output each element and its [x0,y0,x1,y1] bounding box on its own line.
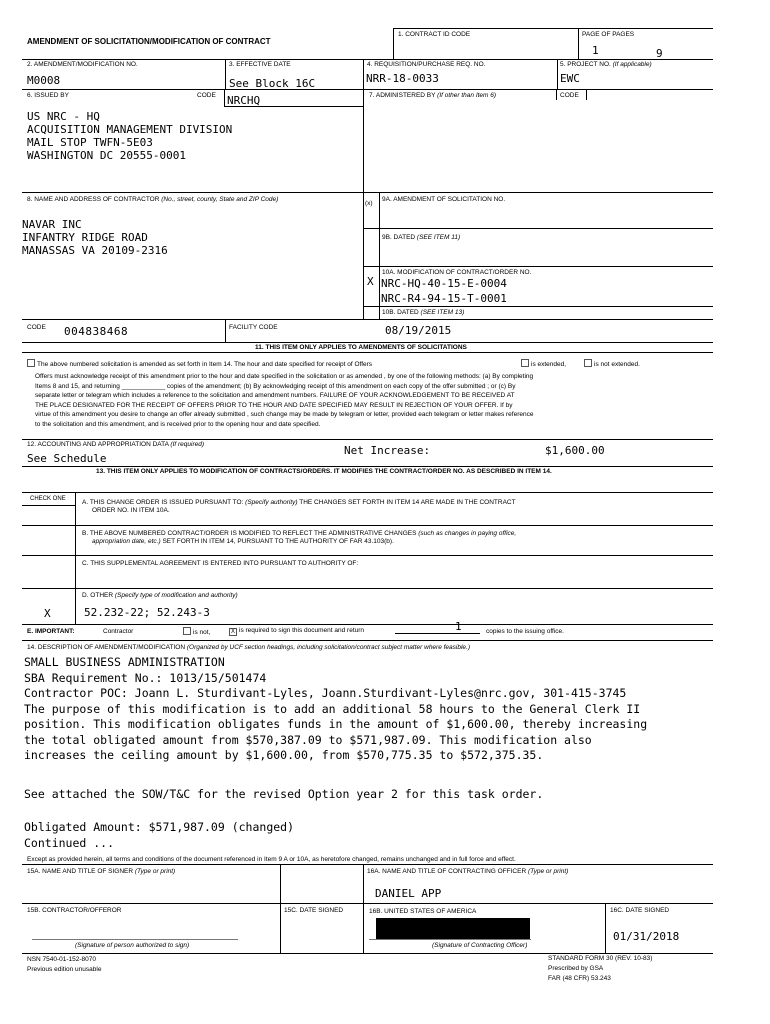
officer-date-value: 01/31/2018 [613,930,680,943]
administered-by-label: 7. ADMINISTERED BY (If other than Item 6) [369,92,497,99]
page-number: 1 [592,44,599,57]
x-column-label: (x) [365,200,373,207]
item-13c-text: C. THIS SUPPLEMENTAL AGREEMENT IS ENTERED INTO PURSUANT TO AUTHORITY OF: [82,560,359,567]
see-schedule: See Schedule [27,452,107,465]
is-not-option: is not, [183,627,210,636]
signature-officer-caption: (Signature of Contracting Officer) [432,942,528,949]
check-one-label: CHECK ONE [30,496,66,502]
item-11-line1: The above numbered solicitation is amended as set forth in Item 14. The hour and date specified for receipt of Offers [27,359,372,368]
facility-code-label: FACILITY CODE [229,324,278,331]
requisition-label: 4. REQUISITION/PURCHASE REQ. NO. [367,61,486,68]
extended-checkbox-icon[interactable] [521,359,529,367]
copies-count: 1 [455,620,462,633]
amendment-no-value: M0008 [27,74,61,87]
project-no-value: EWC [560,72,580,85]
contractor-word: Contractor [103,628,134,635]
item-10a-checkmark: X [367,275,374,288]
issued-by-address: US NRC - HQ ACQUISITION MANAGEMENT DIVISION MAIL STOP TWFN-5E03 WASHINGTON DC 20555-0001 [27,110,233,162]
redacted-signature [376,918,530,939]
important-label: E. IMPORTANT: [27,628,75,635]
project-no-label: 5. PROJECT NO. (If applicable) [560,61,652,68]
item-13d-text: D. OTHER (Specify type of modification and authority) [82,592,238,599]
is-not-checkbox-icon[interactable] [183,627,191,635]
nsn-number: NSN 7540-01-152-8070 [27,956,97,963]
contractor-code-label: CODE [27,324,46,331]
administered-code-label: CODE [560,92,579,99]
is-required-option: X is required to sign this document and return [230,627,365,635]
net-increase-label: Net Increase: [344,444,431,457]
issued-code-label: CODE [197,92,216,99]
item-11-body: Offers must acknowledge receipt of this amendment prior to the hour and date specified in the solicitation or as amended , by one of the following methods: (a) By completing Items 8 and 15, and returning ____________ copies of the amendment; (b) By acknowledging receipt of this amendment on each copy of the offer submitted ; or (c) By separate letter or telegram which includes a reference to the solicitation and amendment numbers. FAILURE OF YOUR ACKNOWLEDGEMENT TO BE RECEIVED AT THE PLACE DESIGNATED FOR THE RECEIPT OF OFFERS PRIOR TO THE HOUR AND DATE SPECIFIED MAY RESULT IN REJECTION OF YOUR OFFER. If by virtue of this amendment you desire to change an offer already submitted , such change may be made by telegram or letter, provided each telegram or letter makes reference to the solicitation and this amendment, and is received prior to the opening hour and date specified. [35,373,534,428]
far-citation: FAR (48 CFR) 53.243 [548,975,611,982]
attached-note: See attached the SOW/T&C for the revised Option year 2 for this task order. [24,787,544,801]
amendment-no-label: 2. AMENDMENT/MODIFICATION NO. [27,61,138,68]
previous-edition: Previous edition unusable [27,966,102,973]
page-of-pages-label: PAGE OF PAGES [582,31,635,38]
officer-date-label: 16C. DATE SIGNED [610,907,670,914]
item-13b-text-2: appropriation date, etc.) SET FORTH IN ITEM 14, PURSUANT TO THE AUTHORITY OF FAR 43.103(b). [92,538,394,545]
item-14-description: SMALL BUSINESS ADMINISTRATION SBA Requirement No.: 1013/15/501474 Contractor POC: Joann L. Sturdivant-Lyles, Joann.Sturdivant-Lyles@nrc.gov, 301-415-3745 The purpose of this modification is to add an additional 58 hours to the General Clerk II position. This modification obligates funds in the amount of $1,600.00, thereby increasing the total obligated amount from $570,387.09 to $571,987.09. This modification also increases the ceiling amount by $1,600.00, from $570,775.35 to $572,375.35. [24,655,648,762]
signature-person-caption: (Signature of person authorized to sign) [75,942,190,949]
item-13a-text: A. THIS CHANGE ORDER IS ISSUED PURSUANT TO: (Specify authority) THE CHANGES SET FORTH IN ITEM 14 ARE MADE IN THE CONTRACT [82,499,516,506]
item-10a-label: 10A. MODIFICATION OF CONTRACT/ORDER NO. [382,269,532,276]
officer-name: DANIEL APP [375,887,442,900]
issued-code-value: NRCHQ [227,94,261,107]
contractor-label: 8. NAME AND ADDRESS OF CONTRACTOR (No., street, county, State and ZIP Code) [27,196,279,203]
item-14-label: 14. DESCRIPTION OF AMENDMENT/MODIFICATION (Organized by UCF section headings, including solicitation/contract subject matter where feasible.) [27,644,471,651]
net-increase-value: $1,600.00 [545,444,605,457]
contract-id-label: 1. CONTRACT ID CODE [398,31,471,38]
item-11-title: 11. THIS ITEM ONLY APPLIES TO AMENDMENTS OF SOLICITATIONS [255,344,467,351]
modification-no-2: NRC-R4-94-15-T-0001 [381,292,507,305]
item-13d-checkmark: X [44,607,51,620]
extended-option: is extended, [521,359,566,368]
pages-total: 9 [656,47,663,60]
item-12-label: 12. ACCOUNTING AND APPROPRIATION DATA (If required) [27,441,205,448]
signer-name-label: 15A. NAME AND TITLE OF SIGNER (Type or print) [27,868,176,875]
prescribed-by: Prescribed by GSA [548,965,604,972]
is-required-checkbox-icon[interactable]: X [230,629,235,635]
except-clause: Except as provided herein, all terms and conditions of the document referenced in Item 9 A or 10A, as heretofore changed, remains unchanged and in full force and effect. [27,856,516,863]
requisition-value: NRR-18-0033 [366,72,439,85]
continued-note: Continued ... [24,836,115,850]
item-13a-text-2: ORDER NO. IN ITEM 10A. [92,507,170,514]
modification-no-1: NRC-HQ-40-15-E-0004 [381,277,507,290]
item-9b-label: 9B. DATED (SEE ITEM 11) [382,234,461,241]
item-10b-label: 10B. DATED (SEE ITEM 13) [382,309,465,316]
not-extended-checkbox-icon[interactable] [584,359,592,367]
issued-by-label: 6. ISSUED BY [27,92,69,99]
item-13d-authority: 52.232-22; 52.243-3 [84,606,210,619]
obligated-amount: Obligated Amount: $571,987.09 (changed) [24,820,295,834]
officer-name-label: 16A. NAME AND TITLE OF CONTRACTING OFFICER (Type or print) [367,868,569,875]
item-13b-text: B. THE ABOVE NUMBERED CONTRACT/ORDER IS MODIFIED TO REFLECT THE ADMINISTRATIVE CHANGES (such as changes in paying office, [82,530,517,537]
usa-label: 16B. UNITED STATES OF AMERICA [369,908,477,915]
contractor-address: NAVAR INC INFANTRY RIDGE ROAD MANASSAS VA 20109-2316 [22,218,168,257]
not-extended-option: is not extended. [584,359,640,368]
item-9a-label: 9A. AMENDMENT OF SOLICITATION NO. [382,196,506,203]
standard-form: STANDARD FORM 30 (REV. 10-83) [548,955,653,962]
form-title: AMENDMENT OF SOLICITATION/MODIFICATION OF CONTRACT [27,37,271,46]
copies-tail: copies to the issuing office. [486,628,564,635]
contractor-code-value: 004838468 [64,325,129,338]
contractor-offeror-label: 15B. CONTRACTOR/OFFEROR [27,907,122,914]
item-10b-date: 08/19/2015 [385,324,452,337]
item-11-checkbox-icon[interactable] [27,359,35,367]
contractor-date-label: 15C. DATE SIGNED [284,907,344,914]
effective-date-value: See Block 16C [229,77,316,90]
item-13-title: 13. THIS ITEM ONLY APPLIES TO MODIFICATION OF CONTRACTS/ORDERS. IT MODIFIES THE CONTRACT/ORDER NO. AS DESCRIBED IN ITEM 14. [96,468,552,475]
effective-date-label: 3. EFFECTIVE DATE [229,61,291,68]
